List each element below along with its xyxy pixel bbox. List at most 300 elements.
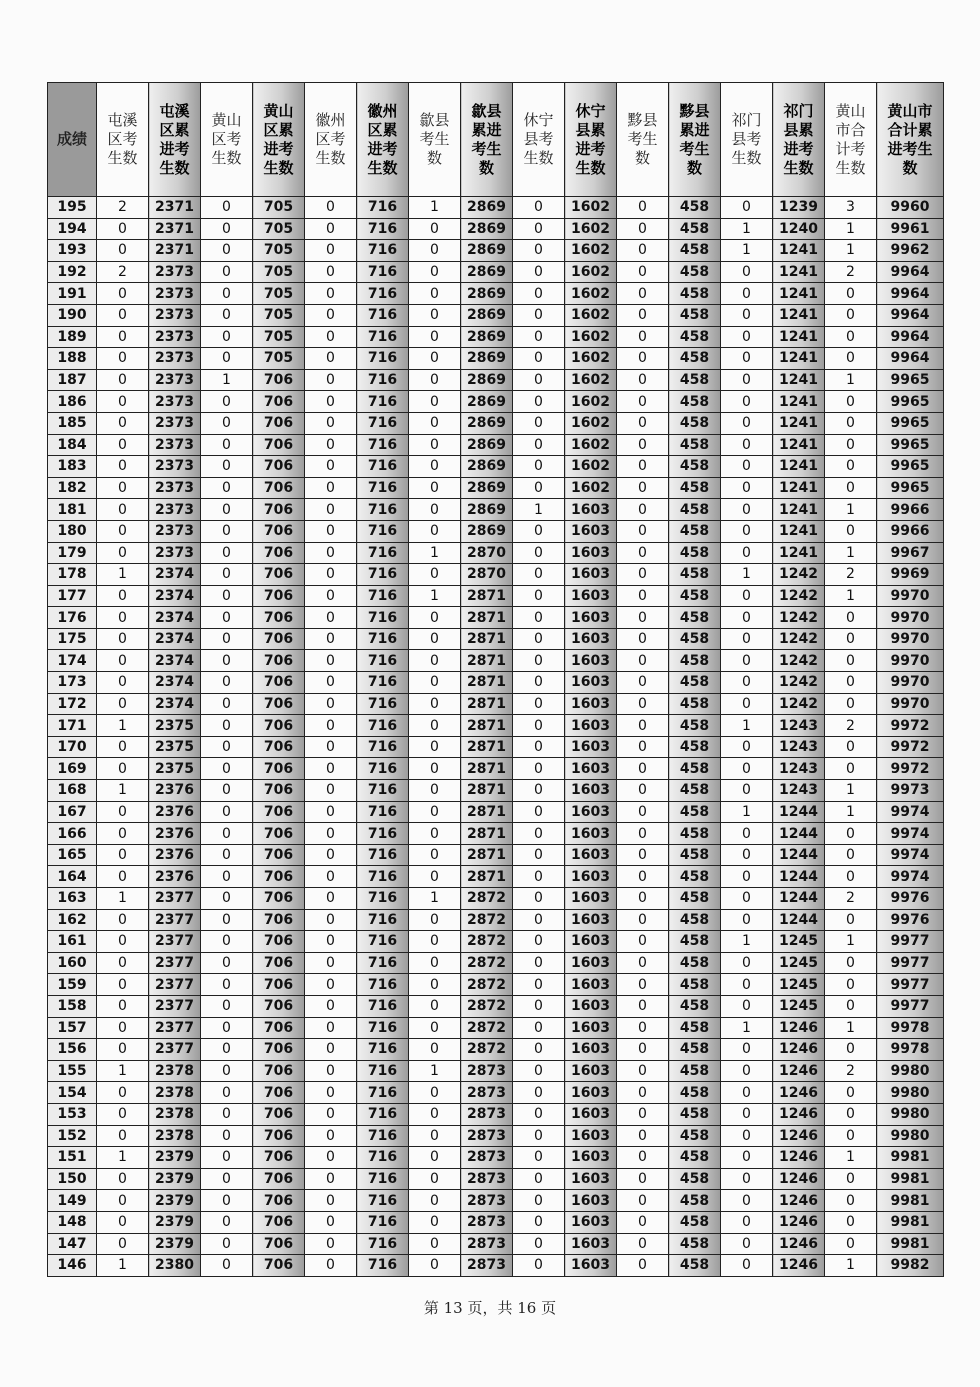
count-cell: 0: [409, 1190, 461, 1212]
count-cell: 1243: [773, 758, 825, 780]
count-cell: 0: [409, 844, 461, 866]
count-cell: 9965: [877, 477, 944, 499]
count-cell: 0: [97, 693, 149, 715]
count-cell: 2376: [149, 780, 201, 802]
count-cell: 705: [253, 197, 305, 219]
count-cell: 1244: [773, 888, 825, 910]
count-cell: 0: [721, 1190, 773, 1212]
count-cell: 1244: [773, 866, 825, 888]
count-cell: 0: [825, 995, 877, 1017]
count-cell: 0: [513, 326, 565, 348]
count-cell: 2871: [461, 693, 513, 715]
column-header: 成绩: [48, 83, 97, 197]
count-cell: 0: [305, 931, 357, 953]
count-cell: 458: [669, 197, 721, 219]
count-cell: 0: [305, 499, 357, 521]
count-cell: 0: [721, 866, 773, 888]
count-cell: 716: [357, 1125, 409, 1147]
count-cell: 2873: [461, 1060, 513, 1082]
count-cell: 0: [409, 564, 461, 586]
count-cell: 0: [409, 304, 461, 326]
table-row: [48, 520, 944, 542]
count-cell: 706: [253, 650, 305, 672]
count-cell: 2373: [149, 499, 201, 521]
count-cell: 2873: [461, 1211, 513, 1233]
count-cell: 0: [97, 736, 149, 758]
count-cell: 1246: [773, 1211, 825, 1233]
count-cell: 458: [669, 326, 721, 348]
count-cell: 1242: [773, 693, 825, 715]
count-cell: 0: [721, 197, 773, 219]
count-cell: 1603: [565, 585, 617, 607]
count-cell: 1602: [565, 283, 617, 305]
count-cell: 706: [253, 931, 305, 953]
count-cell: 0: [201, 542, 253, 564]
count-cell: 716: [357, 542, 409, 564]
count-cell: 706: [253, 607, 305, 629]
count-cell: 9970: [877, 672, 944, 694]
table-row: [48, 1125, 944, 1147]
count-cell: 2: [825, 1060, 877, 1082]
count-cell: 0: [617, 1082, 669, 1104]
table-row: [48, 1017, 944, 1039]
count-cell: 0: [617, 736, 669, 758]
count-cell: 0: [305, 1168, 357, 1190]
count-cell: 9972: [877, 736, 944, 758]
count-cell: 1246: [773, 1082, 825, 1104]
count-cell: 0: [721, 607, 773, 629]
count-cell: 2377: [149, 952, 201, 974]
count-cell: 0: [201, 866, 253, 888]
count-cell: 1241: [773, 304, 825, 326]
count-cell: 1242: [773, 650, 825, 672]
count-cell: 1241: [773, 391, 825, 413]
table-row: [48, 456, 944, 478]
count-cell: 0: [721, 693, 773, 715]
count-cell: 0: [825, 952, 877, 974]
count-cell: 0: [409, 391, 461, 413]
table-row: [48, 650, 944, 672]
count-cell: 716: [357, 1103, 409, 1125]
count-cell: 0: [825, 974, 877, 996]
score-cell: 169: [48, 758, 97, 780]
count-cell: 0: [97, 326, 149, 348]
count-cell: 9981: [877, 1211, 944, 1233]
score-cell: 194: [48, 218, 97, 240]
count-cell: 2869: [461, 499, 513, 521]
table-row: [48, 888, 944, 910]
count-cell: 1: [409, 585, 461, 607]
count-cell: 9976: [877, 909, 944, 931]
count-cell: 2869: [461, 369, 513, 391]
column-header: 徽州区累进考生数: [357, 83, 409, 197]
score-cell: 168: [48, 780, 97, 802]
count-cell: 1241: [773, 326, 825, 348]
count-cell: 458: [669, 866, 721, 888]
count-cell: 0: [97, 369, 149, 391]
count-cell: 0: [721, 1211, 773, 1233]
count-cell: 2373: [149, 434, 201, 456]
count-cell: 2373: [149, 304, 201, 326]
count-cell: 0: [721, 304, 773, 326]
count-cell: 1246: [773, 1039, 825, 1061]
count-cell: 1603: [565, 866, 617, 888]
count-cell: 458: [669, 261, 721, 283]
count-cell: 0: [97, 434, 149, 456]
count-cell: 0: [721, 888, 773, 910]
count-cell: 2871: [461, 628, 513, 650]
count-cell: 0: [617, 326, 669, 348]
count-cell: 706: [253, 1147, 305, 1169]
count-cell: 0: [305, 715, 357, 737]
count-cell: 1245: [773, 974, 825, 996]
count-cell: 2869: [461, 391, 513, 413]
count-cell: 2373: [149, 326, 201, 348]
count-cell: 0: [409, 801, 461, 823]
count-cell: 0: [825, 412, 877, 434]
count-cell: 1602: [565, 326, 617, 348]
score-cell: 173: [48, 672, 97, 694]
count-cell: 1241: [773, 456, 825, 478]
count-cell: 458: [669, 1190, 721, 1212]
count-cell: 2378: [149, 1125, 201, 1147]
count-cell: 0: [409, 369, 461, 391]
count-cell: 706: [253, 758, 305, 780]
count-cell: 705: [253, 240, 305, 262]
count-cell: 0: [305, 1103, 357, 1125]
count-cell: 1: [721, 801, 773, 823]
count-cell: 0: [201, 888, 253, 910]
count-cell: 0: [305, 348, 357, 370]
count-cell: 0: [201, 628, 253, 650]
count-cell: 1: [97, 715, 149, 737]
count-cell: 0: [97, 1039, 149, 1061]
count-cell: 1603: [565, 1103, 617, 1125]
score-cell: 152: [48, 1125, 97, 1147]
count-cell: 0: [97, 909, 149, 931]
count-cell: 9962: [877, 240, 944, 262]
count-cell: 458: [669, 456, 721, 478]
count-cell: 0: [305, 564, 357, 586]
count-cell: 9973: [877, 780, 944, 802]
count-cell: 9966: [877, 520, 944, 542]
count-cell: 706: [253, 823, 305, 845]
count-cell: 1603: [565, 607, 617, 629]
count-cell: 0: [513, 1211, 565, 1233]
count-cell: 716: [357, 304, 409, 326]
count-cell: 9970: [877, 585, 944, 607]
count-cell: 458: [669, 888, 721, 910]
count-cell: 2872: [461, 1039, 513, 1061]
count-cell: 0: [409, 607, 461, 629]
count-cell: 1244: [773, 909, 825, 931]
count-cell: 0: [201, 477, 253, 499]
count-cell: 706: [253, 1190, 305, 1212]
count-cell: 0: [825, 477, 877, 499]
count-cell: 1: [201, 369, 253, 391]
count-cell: 1603: [565, 628, 617, 650]
table-row: [48, 412, 944, 434]
count-cell: 0: [721, 650, 773, 672]
count-cell: 0: [305, 672, 357, 694]
count-cell: 1: [825, 801, 877, 823]
count-cell: 716: [357, 1211, 409, 1233]
score-cell: 192: [48, 261, 97, 283]
count-cell: 0: [825, 456, 877, 478]
count-cell: 2869: [461, 218, 513, 240]
count-cell: 0: [513, 844, 565, 866]
score-cell: 190: [48, 304, 97, 326]
count-cell: 716: [357, 564, 409, 586]
count-cell: 0: [721, 456, 773, 478]
count-cell: 9981: [877, 1168, 944, 1190]
count-cell: 9965: [877, 412, 944, 434]
count-cell: 1: [97, 1255, 149, 1277]
count-cell: 2871: [461, 758, 513, 780]
count-cell: 0: [721, 736, 773, 758]
count-cell: 9970: [877, 607, 944, 629]
count-cell: 2373: [149, 542, 201, 564]
count-cell: 0: [825, 672, 877, 694]
score-cell: 171: [48, 715, 97, 737]
count-cell: 0: [409, 823, 461, 845]
count-cell: 0: [617, 1039, 669, 1061]
count-cell: 0: [201, 1233, 253, 1255]
count-cell: 0: [825, 304, 877, 326]
count-cell: 716: [357, 348, 409, 370]
count-cell: 0: [409, 995, 461, 1017]
column-header: 歙县累进考生数: [461, 83, 513, 197]
count-cell: 0: [201, 564, 253, 586]
count-cell: 0: [617, 456, 669, 478]
count-cell: 0: [97, 477, 149, 499]
count-cell: 0: [513, 736, 565, 758]
count-cell: 0: [721, 1125, 773, 1147]
count-cell: 0: [409, 693, 461, 715]
count-cell: 2378: [149, 1060, 201, 1082]
count-cell: 458: [669, 412, 721, 434]
count-cell: 2374: [149, 693, 201, 715]
count-cell: 1243: [773, 736, 825, 758]
table-row: [48, 715, 944, 737]
count-cell: 0: [305, 1060, 357, 1082]
count-cell: 0: [513, 434, 565, 456]
count-cell: 0: [305, 391, 357, 413]
count-cell: 0: [409, 326, 461, 348]
count-cell: 458: [669, 801, 721, 823]
count-cell: 1603: [565, 542, 617, 564]
count-cell: 2869: [461, 326, 513, 348]
count-cell: 1603: [565, 801, 617, 823]
count-cell: 2379: [149, 1211, 201, 1233]
count-cell: 0: [305, 1233, 357, 1255]
count-cell: 9974: [877, 823, 944, 845]
count-cell: 2869: [461, 520, 513, 542]
score-cell: 175: [48, 628, 97, 650]
count-cell: 0: [825, 823, 877, 845]
count-cell: 2379: [149, 1190, 201, 1212]
count-cell: 706: [253, 736, 305, 758]
score-cell: 157: [48, 1017, 97, 1039]
count-cell: 0: [825, 348, 877, 370]
score-cell: 149: [48, 1190, 97, 1212]
count-cell: 2869: [461, 412, 513, 434]
count-cell: 0: [305, 434, 357, 456]
count-cell: 458: [669, 348, 721, 370]
count-cell: 0: [721, 1060, 773, 1082]
count-cell: 0: [305, 823, 357, 845]
count-cell: 1: [97, 1060, 149, 1082]
count-cell: 0: [201, 283, 253, 305]
count-cell: 0: [201, 197, 253, 219]
count-cell: 0: [513, 672, 565, 694]
table-row: [48, 952, 944, 974]
count-cell: 0: [721, 585, 773, 607]
count-cell: 0: [305, 693, 357, 715]
count-cell: 0: [617, 564, 669, 586]
count-cell: 458: [669, 758, 721, 780]
table-row: [48, 1060, 944, 1082]
count-cell: 0: [201, 823, 253, 845]
count-cell: 1242: [773, 585, 825, 607]
column-header: 休宁县考生数: [513, 83, 565, 197]
count-cell: 0: [305, 909, 357, 931]
count-cell: 0: [617, 909, 669, 931]
score-cell: 170: [48, 736, 97, 758]
count-cell: 1: [825, 542, 877, 564]
count-cell: 0: [721, 499, 773, 521]
count-cell: 706: [253, 1211, 305, 1233]
count-cell: 0: [513, 1039, 565, 1061]
score-cell: 188: [48, 348, 97, 370]
count-cell: 9981: [877, 1147, 944, 1169]
count-cell: 458: [669, 585, 721, 607]
count-cell: 1603: [565, 1082, 617, 1104]
count-cell: 1244: [773, 823, 825, 845]
table-row: [48, 974, 944, 996]
count-cell: 2379: [149, 1147, 201, 1169]
count-cell: 706: [253, 1103, 305, 1125]
count-cell: 1242: [773, 672, 825, 694]
count-cell: 458: [669, 369, 721, 391]
count-cell: 458: [669, 974, 721, 996]
count-cell: 0: [97, 1103, 149, 1125]
count-cell: 1603: [565, 650, 617, 672]
count-cell: 0: [617, 348, 669, 370]
count-cell: 1602: [565, 412, 617, 434]
score-cell: 166: [48, 823, 97, 845]
count-cell: 716: [357, 585, 409, 607]
count-cell: 1603: [565, 931, 617, 953]
count-cell: 0: [825, 520, 877, 542]
count-cell: 9965: [877, 434, 944, 456]
count-cell: 1240: [773, 218, 825, 240]
count-cell: 706: [253, 888, 305, 910]
count-cell: 0: [825, 607, 877, 629]
count-cell: 1: [825, 780, 877, 802]
count-cell: 9964: [877, 304, 944, 326]
count-cell: 0: [201, 1039, 253, 1061]
count-cell: 1241: [773, 520, 825, 542]
score-cell: 150: [48, 1168, 97, 1190]
count-cell: 458: [669, 607, 721, 629]
count-cell: 0: [617, 1017, 669, 1039]
count-cell: 458: [669, 995, 721, 1017]
count-cell: 706: [253, 585, 305, 607]
count-cell: 0: [513, 261, 565, 283]
count-cell: 0: [305, 1190, 357, 1212]
count-cell: 716: [357, 456, 409, 478]
count-cell: 2871: [461, 607, 513, 629]
count-cell: 716: [357, 974, 409, 996]
count-cell: 1: [513, 499, 565, 521]
count-cell: 458: [669, 780, 721, 802]
count-cell: 458: [669, 1017, 721, 1039]
count-cell: 1603: [565, 736, 617, 758]
count-cell: 0: [201, 1017, 253, 1039]
count-cell: 458: [669, 844, 721, 866]
count-cell: 0: [513, 650, 565, 672]
count-cell: 0: [97, 1125, 149, 1147]
count-cell: 0: [305, 1082, 357, 1104]
count-cell: 716: [357, 672, 409, 694]
count-cell: 9980: [877, 1125, 944, 1147]
count-cell: 0: [97, 456, 149, 478]
count-cell: 716: [357, 434, 409, 456]
count-cell: 706: [253, 1060, 305, 1082]
count-cell: 716: [357, 866, 409, 888]
count-cell: 706: [253, 1255, 305, 1277]
count-cell: 0: [409, 1168, 461, 1190]
count-cell: 716: [357, 909, 409, 931]
count-cell: 0: [513, 283, 565, 305]
count-cell: 0: [513, 693, 565, 715]
count-cell: 9981: [877, 1190, 944, 1212]
count-cell: 705: [253, 348, 305, 370]
count-cell: 2376: [149, 823, 201, 845]
column-header: 祁门县累进考生数: [773, 83, 825, 197]
count-cell: 0: [513, 1190, 565, 1212]
count-cell: 716: [357, 780, 409, 802]
count-cell: 1242: [773, 628, 825, 650]
count-cell: 706: [253, 995, 305, 1017]
count-cell: 2373: [149, 391, 201, 413]
score-cell: 174: [48, 650, 97, 672]
count-cell: 0: [825, 1211, 877, 1233]
score-cell: 156: [48, 1039, 97, 1061]
count-cell: 0: [201, 844, 253, 866]
count-cell: 716: [357, 1082, 409, 1104]
count-cell: 0: [409, 758, 461, 780]
count-cell: 0: [617, 1190, 669, 1212]
count-cell: 2: [97, 261, 149, 283]
count-cell: 0: [617, 1125, 669, 1147]
count-cell: 706: [253, 693, 305, 715]
column-header: 黄山市合计累进考生数: [877, 83, 944, 197]
count-cell: 0: [617, 1060, 669, 1082]
count-cell: 2375: [149, 758, 201, 780]
count-cell: 458: [669, 715, 721, 737]
count-cell: 458: [669, 693, 721, 715]
count-cell: 706: [253, 542, 305, 564]
count-cell: 1: [825, 1255, 877, 1277]
count-cell: 0: [409, 715, 461, 737]
count-cell: 458: [669, 1039, 721, 1061]
table-row: [48, 542, 944, 564]
score-cell: 179: [48, 542, 97, 564]
count-cell: 458: [669, 1211, 721, 1233]
count-cell: 0: [409, 1147, 461, 1169]
